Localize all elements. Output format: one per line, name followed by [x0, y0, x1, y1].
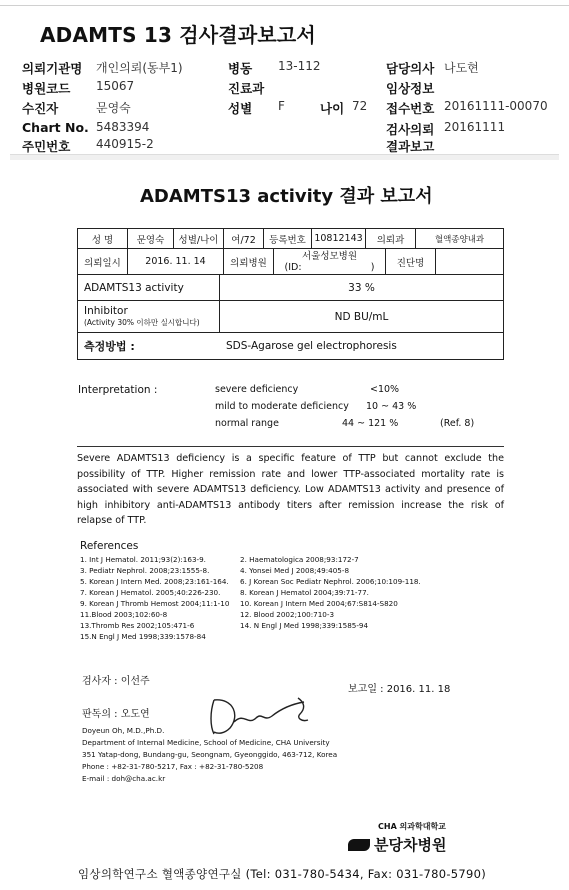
id-close: ) — [370, 261, 375, 273]
address-line: 351 Yatap-dong, Bundang-gu, Seongnam, Gyeonggido, 463-712, Korea — [82, 750, 338, 759]
reference-item: 15.N Engl J Med 1998;339:1578-84 — [80, 632, 206, 641]
footer-contact: 임상의학연구소 혈액종양연구실 (Tel: 031-780-5434, Fax: 031-780-5790) — [78, 867, 487, 881]
dept-label: 의뢰과 — [366, 229, 416, 248]
interp-range: 44 ~ 121 % — [342, 418, 399, 429]
references-title: References — [80, 540, 139, 552]
reference-item: 5. Korean J Intern Med. 2008;23:161-164. — [80, 577, 229, 586]
field-label: Chart No. — [22, 120, 89, 135]
table-row — [78, 249, 503, 275]
field-value: 개인의뢰(동부1) — [96, 61, 183, 75]
interpretation-paragraph: Severe ADAMTS13 deficiency is a specific feature of TTP but cannot exclude the possibility of TTP. Higher remission rate and lower TTP-associated mortality rate is associated with severe ADAMTS13 deficiency. Low ADAMTS13 activity and presence of high inhibitory anti-ADAMTS13 antibody titers after remission increase the risk of relapse of TTP. — [77, 446, 504, 529]
top-border — [0, 5, 569, 6]
reference-item: 11.Blood 2003;102:60-8 — [80, 610, 168, 619]
field-label: 검사의뢰 — [386, 122, 435, 137]
reg-value: 10812143 — [312, 229, 366, 248]
table-row — [78, 275, 503, 301]
scanned-report — [60, 170, 515, 860]
field-label: 진료과 — [228, 81, 265, 96]
sexage-label: 성별/나이 — [174, 229, 224, 248]
field-label: 수진자 — [22, 101, 59, 116]
interp-name: severe deficiency — [215, 384, 299, 395]
field-value: 20161111-00070 — [444, 99, 548, 113]
field-label: 임상정보 — [386, 81, 435, 96]
interp-ref: (Ref. 8) — [440, 418, 475, 429]
date-label: 의뢰일시 — [78, 249, 128, 274]
field-label: 병동 — [228, 61, 253, 76]
hosp-value: 서울성모병원 — [301, 250, 358, 262]
reference-item: 4. Yonsei Med J 2008;49:405-8 — [240, 566, 350, 575]
reference-item: 2. Haematologica 2008;93:172-7 — [240, 555, 359, 564]
field-label: 나이 — [320, 101, 345, 116]
reference-item: 7. Korean J Hematol. 2005;40:226-230. — [80, 588, 221, 597]
sexage-value: 여/72 — [224, 229, 264, 248]
inhibitor-note: (Activity 30% 이하만 실시합니다) — [84, 318, 200, 327]
reg-label: 등록번호 — [264, 229, 312, 248]
email: E-mail : doh@cha.ac.kr — [82, 774, 166, 783]
inhibitor-label: Inhibitor — [84, 305, 128, 317]
report-title: ADAMTS13 activity 결과 보고서 — [140, 186, 433, 207]
reference-item: 13.Thromb Res 2002;105:471-6 — [80, 621, 195, 630]
field-value: 나도현 — [444, 61, 479, 75]
address-line: Department of Internal Medicine, School of Medicine, CHA University — [82, 738, 330, 747]
reference-item: 8. Korean J Hematol 2004;39:71-77. — [240, 588, 369, 597]
field-label: 주민번호 — [22, 139, 71, 154]
field-label: 담당의사 — [386, 61, 435, 76]
field-value: 5483394 — [96, 120, 150, 134]
section-divider — [10, 154, 559, 160]
hospital-logo — [348, 834, 446, 855]
doctor-name: Doyeun Oh, M.D.,Ph.D. — [82, 726, 165, 735]
reference-item: 3. Pediatr Nephrol. 2008;23:1555-8. — [80, 566, 210, 575]
interp-range: 10 ~ 43 % — [366, 401, 417, 412]
inhibitor-cell — [78, 301, 220, 332]
field-value: 문영숙 — [96, 101, 131, 115]
diag-value — [436, 249, 503, 274]
field-label: 결과보고 — [386, 139, 435, 154]
reference-item: 14. N Engl J Med 1998;339:1585-94 — [240, 621, 369, 630]
reviewer: 판독의 : 오도연 — [82, 709, 150, 720]
table-row — [78, 301, 503, 333]
field-value: 20161111 — [444, 120, 506, 134]
logo-mark-icon — [348, 839, 370, 851]
dept-value: 혈액종양내과 — [434, 234, 485, 245]
inhibitor-value: ND BU/mL — [334, 310, 389, 323]
interp-range: <10% — [370, 384, 400, 395]
field-label: 병원코드 — [22, 81, 71, 96]
signature-image — [200, 692, 330, 740]
hosp-label: 의뢰병원 — [224, 249, 274, 274]
field-value: 72 — [352, 99, 368, 113]
table-row — [78, 229, 503, 249]
page-title: ADAMTS 13 검사결과보고서 — [40, 23, 316, 47]
patient-info-table — [77, 228, 504, 360]
method-value: SDS-Agarose gel electrophoresis — [226, 340, 397, 352]
name-value: 문영숙 — [128, 229, 174, 248]
reference-item: 10. Korean J Intern Med 2004;67:S814-S820 — [240, 599, 398, 608]
logo-university: CHA 의과학대학교 — [378, 822, 446, 831]
table-row — [78, 333, 503, 359]
hosp-value-cell — [274, 249, 386, 274]
field-label: 성별 — [228, 101, 253, 116]
field-value: 15067 — [96, 79, 135, 93]
activity-label: ADAMTS13 activity — [78, 275, 220, 300]
examiner: 검사자 : 이선주 — [82, 676, 150, 687]
id-label: (ID: — [284, 261, 302, 273]
date-value: 2016. 11. 14 — [128, 249, 224, 274]
reference-item: 6. J Korean Soc Pediatr Nephrol. 2006;10:109-118. — [240, 577, 421, 586]
reference-item: 12. Blood 2002;100:710-3 — [240, 610, 335, 619]
field-value: 440915-2 — [96, 137, 154, 151]
diag-label: 진단명 — [386, 249, 436, 274]
method-label: 측정방법 : — [84, 340, 135, 353]
phone-fax: Phone : +82-31-780-5217, Fax : +82-31-780-5208 — [82, 762, 264, 771]
field-value: F — [278, 99, 285, 113]
activity-value: 33 % — [348, 281, 375, 294]
name-label: 성 명 — [78, 229, 128, 248]
interpretation-label: Interpretation : — [78, 384, 158, 396]
logo-hospital-name: 분당차병원 — [374, 836, 447, 854]
reference-item: 1. Int J Hematol. 2011;93(2):163-9. — [80, 555, 206, 564]
interp-name: normal range — [215, 418, 279, 429]
reference-item: 9. Korean J Thromb Hemost 2004;11:1-10 — [80, 599, 230, 608]
field-label: 의뢰기관명 — [22, 61, 83, 76]
report-date: 보고일 : 2016. 11. 18 — [348, 684, 451, 695]
interp-name: mild to moderate deficiency — [215, 401, 349, 412]
field-label: 접수번호 — [386, 101, 435, 116]
field-value: 13-112 — [278, 59, 321, 73]
